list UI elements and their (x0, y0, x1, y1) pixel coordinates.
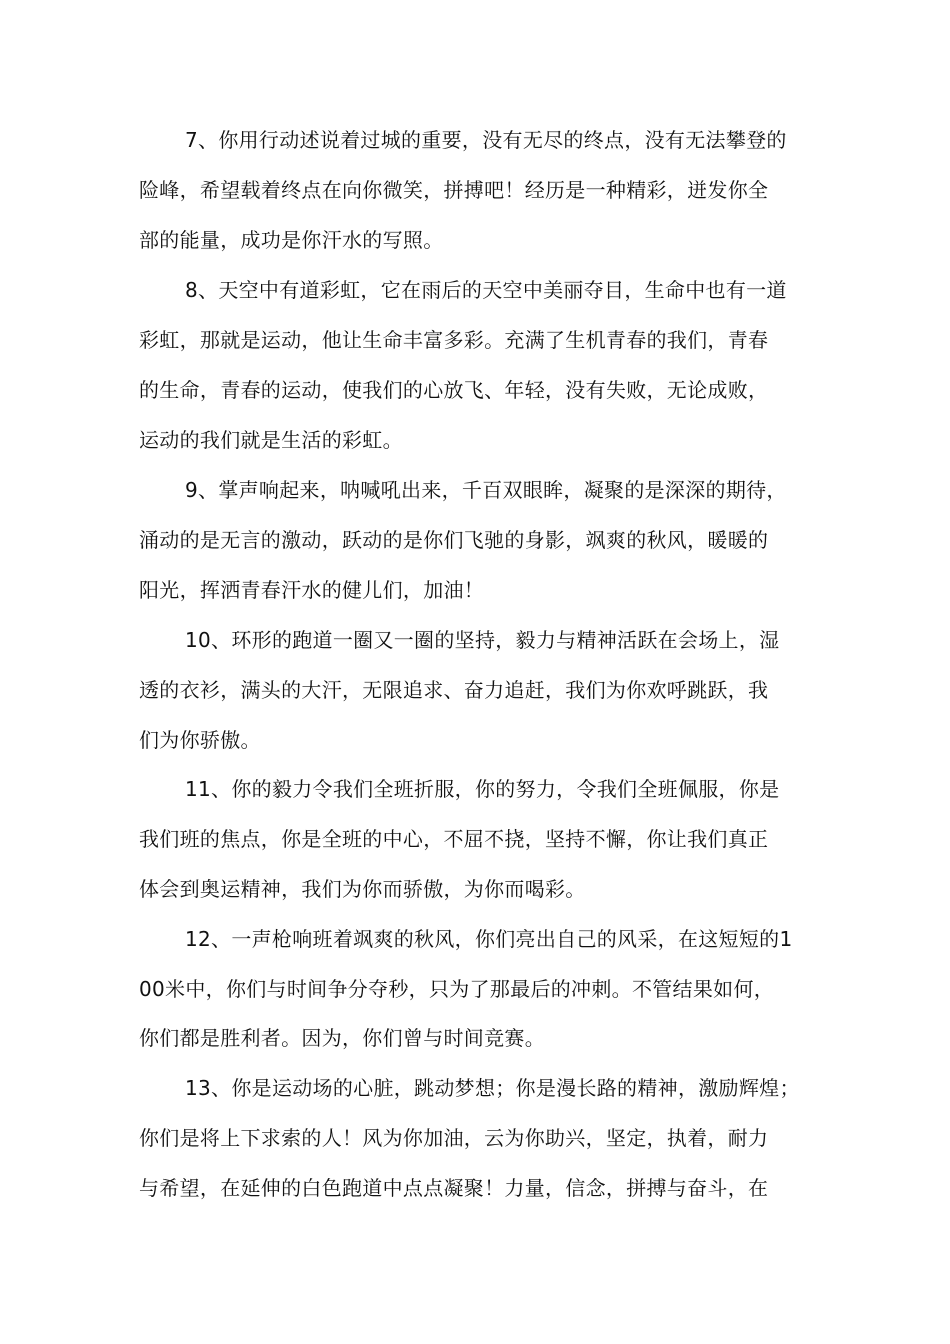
paragraph-11-line-2: 我们班的焦点，你是全班的中心，不屈不挠，坚持不懈，你让我们真正 (139, 827, 769, 851)
paragraph-8-line-1: 8、天空中有道彩虹，它在雨后的天空中美丽夺目，生命中也有一道 (185, 278, 787, 302)
paragraph-9-line-1: 9、掌声响起来，呐喊吼出来，千百双眼眸，凝聚的是深深的期待， (185, 478, 787, 502)
paragraph-12-line-1: 12、一声枪响班着飒爽的秋风，你们亮出自己的风采，在这短短的1 (185, 927, 793, 951)
paragraph-7-line-3: 部的能量，成功是你汗水的写照。 (139, 228, 444, 252)
paragraph-10-line-2: 透的衣衫，满头的大汗，无限追求、奋力追赶，我们为你欢呼跳跃，我 (139, 678, 769, 702)
paragraph-13-line-1: 13、你是运动场的心脏，跳动梦想；你是漫长路的精神，激励辉煌； (185, 1076, 800, 1100)
paragraph-7-line-1: 7、你用行动述说着过城的重要，没有无尽的终点，没有无法攀登的 (185, 128, 787, 152)
paragraph-8-line-3: 的生命，青春的运动，使我们的心放飞、年轻，没有失败，无论成败， (139, 378, 769, 402)
paragraph-12-line-3: 你们都是胜利者。因为，你们曾与时间竞赛。 (139, 1026, 545, 1050)
paragraph-11-line-1: 11、你的毅力令我们全班折服，你的努力，令我们全班佩服，你是 (185, 777, 780, 801)
paragraph-7-line-2: 险峰，希望载着终点在向你微笑，拼搏吧！经历是一种精彩，迸发你全 (139, 178, 769, 202)
paragraph-11-line-3: 体会到奥运精神，我们为你而骄傲，为你而喝彩。 (139, 877, 586, 901)
paragraph-12-line-2: 00米中，你们与时间争分夺秒，只为了那最后的冲刺。不管结果如何， (139, 977, 775, 1001)
paragraph-8-line-2: 彩虹，那就是运动，他让生命丰富多彩。充满了生机青春的我们，青春 (139, 328, 769, 352)
paragraph-9-line-2: 涌动的是无言的激动，跃动的是你们飞驰的身影，飒爽的秋风，暖暖的 (139, 528, 769, 552)
paragraph-8-line-4: 运动的我们就是生活的彩虹。 (139, 428, 403, 452)
paragraph-9-line-3: 阳光，挥洒青春汗水的健儿们，加油！ (139, 578, 485, 602)
paragraph-13-line-2: 你们是将上下求索的人！风为你加油，云为你助兴，坚定，执着，耐力 (139, 1126, 769, 1150)
paragraph-10-line-1: 10、环形的跑道一圈又一圈的坚持，毅力与精神活跃在会场上，湿 (185, 628, 780, 652)
paragraph-10-line-3: 们为你骄傲。 (139, 728, 261, 752)
paragraph-13-line-3: 与希望，在延伸的白色跑道中点点凝聚！力量，信念，拼搏与奋斗，在 (139, 1176, 769, 1200)
